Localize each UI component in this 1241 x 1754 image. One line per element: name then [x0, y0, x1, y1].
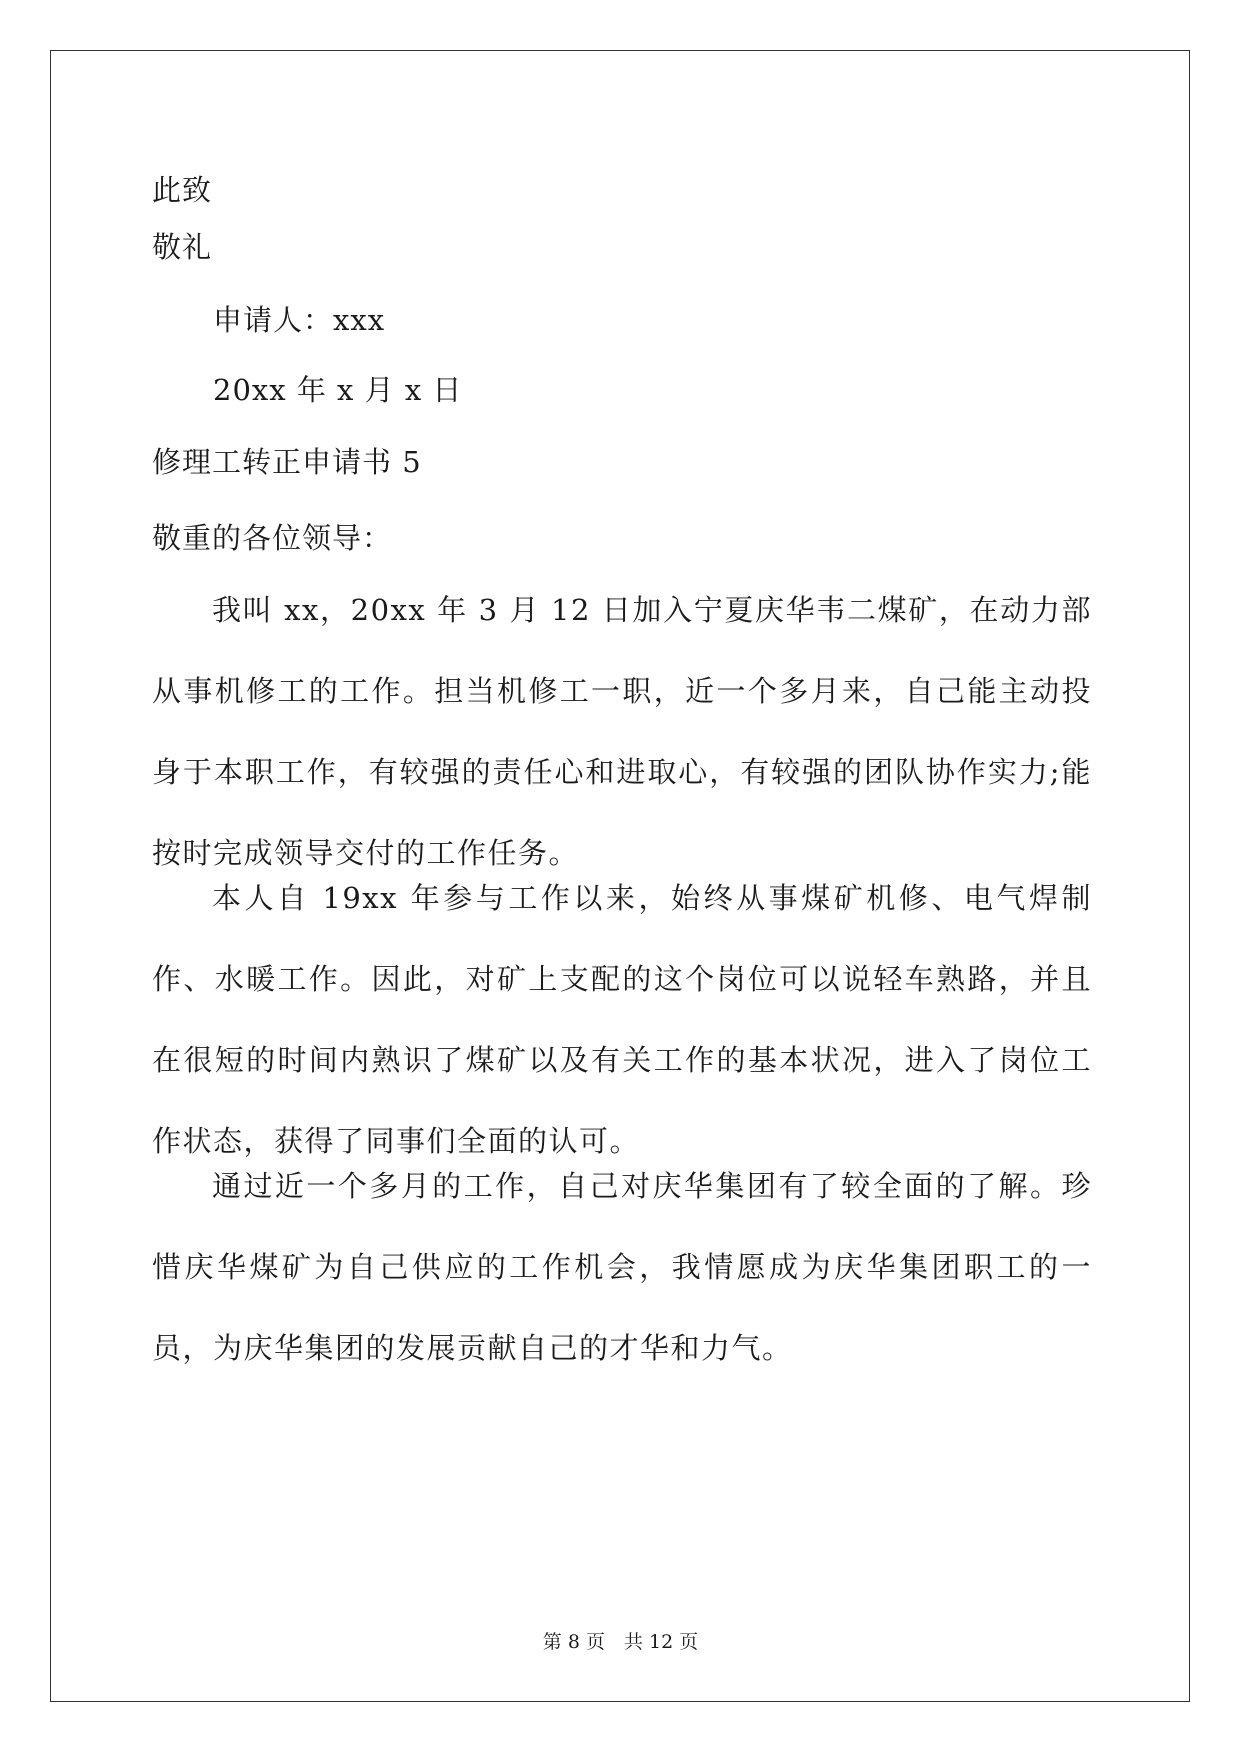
- section-title: 修理工转正申请书 5: [152, 445, 422, 479]
- paragraph-3: 通过近一个多月的工作，自己对庆华集团有了较全面的了解。珍惜庆华煤矿为自己供应的工作机会，我情愿成为庆华集团职工的一员，为庆华集团的发展贡献自己的才华和力气。: [152, 1169, 1092, 1365]
- salutation: 敬重的各位领导：: [152, 521, 393, 555]
- page-footer: 第 8 页 共 12 页: [542, 1631, 699, 1653]
- applicant-line: 申请人：xxx: [213, 303, 386, 337]
- closing-line-1: 此致: [152, 173, 213, 207]
- paragraph-1: 我叫 xx，20xx 年 3 月 12 日加入宁夏庆华韦二煤矿，在动力部从事机修工的工作。担当机修工一职，近一个多月来，自己能主动投身于本职工作，有较强的责任心和进取心，有较强的团队协作实力;能按时完成领导交付的工作任务。: [152, 593, 1092, 870]
- paragraph-2: 本人自 19xx 年参与工作以来，始终从事煤矿机修、电气焊制作、水暖工作。因此，对矿上支配的这个岗位可以说轻车熟路，并且在很短的时间内熟识了煤矿以及有关工作的基本状况，进入了岗位工作状态，获得了同事们全面的认可。: [152, 881, 1092, 1158]
- closing-line-2: 敬礼: [152, 230, 213, 264]
- date-line: 20xx 年 x 月 x 日: [213, 373, 463, 407]
